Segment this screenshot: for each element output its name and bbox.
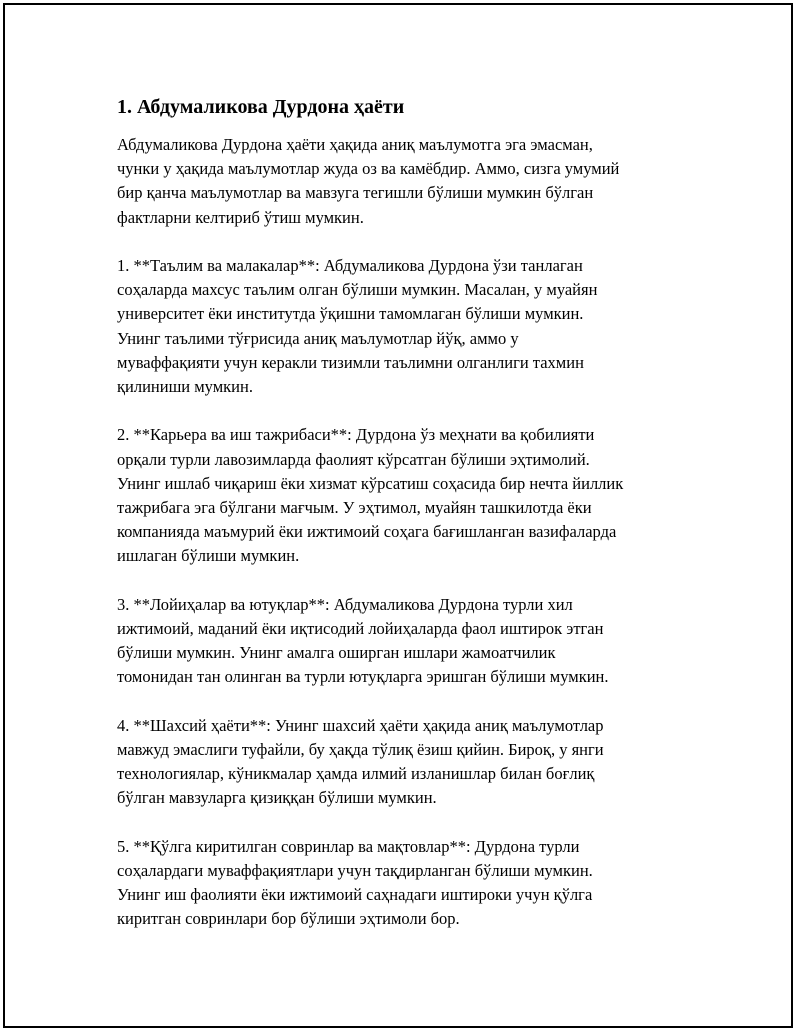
- education-paragraph: [117, 254, 687, 399]
- paragraph-line: фактларни келтириб ўтиш мумкин.: [117, 207, 364, 227]
- paragraph-line: компанияда маъмурий ёки ижтимоий соҳага бағишланган вазифаларда: [117, 522, 617, 542]
- paragraph-line: Абдумаликова Дурдона ҳаёти ҳақида аниқ маълумотга эга эмасман,: [117, 135, 593, 154]
- paragraph-line: технологиялар, кўникмалар ҳамда илмий изланишлар билан боғлиқ: [117, 764, 595, 784]
- paragraph-line: 2. **Карьера ва иш тажрибаси**: Дурдона ўз меҳнати ва қобилияти: [117, 425, 595, 445]
- paragraph-line: мавжуд эмаслиги туфайли, бу ҳақда тўлиқ ёзиш қийин. Бироқ, у янги: [117, 740, 604, 760]
- career-paragraph: [117, 423, 687, 568]
- paragraph-line: Унинг таълими тўғрисида аниқ маълумотлар йўқ, аммо у: [117, 328, 519, 348]
- paragraph-line: 3. **Лойиҳалар ва ютуқлар**: Абдумаликова Дурдона турли хил: [117, 594, 573, 614]
- document-body: [117, 95, 687, 956]
- paragraph-line: муваффақияти учун керакли тизимли таълимни олганлиги тахмин: [117, 352, 584, 372]
- paragraph-line: соҳаларда махсус таълим олган бўлиши мумкин. Масалан, у муайян: [117, 280, 598, 300]
- paragraph-line: ижтимоий, маданий ёки иқтисодий лойиҳаларда фаол иштирок этган: [117, 619, 604, 639]
- paragraph-line: соҳалардаги муваффақиятлари учун тақдирланган бўлиши мумкин.: [117, 861, 593, 881]
- paragraph-line: Унинг ишлаб чиқариш ёки хизмат кўрсатиш соҳасида бир нечта йиллик: [117, 473, 624, 493]
- paragraph-line: қилиниши мумкин.: [117, 377, 253, 397]
- paragraph-line: 4. **Шахсий ҳаёти**: Унинг шахсий ҳаёти ҳақида аниқ маълумотлар: [117, 715, 604, 735]
- paragraph-line: чунки у ҳақида маълумотлар жуда оз ва камёбдир. Аммо, сизга умумий: [117, 159, 620, 179]
- paragraph-line: Унинг иш фаолияти ёки ижтимоий саҳнадаги иштироки учун қўлга: [117, 885, 593, 905]
- paragraph-line: 1. **Таълим ва малакалар**: Абдумаликова Дурдона ўзи танлаган: [117, 256, 583, 275]
- intro-paragraph: [117, 133, 687, 230]
- paragraph-line: киритган совринлари бор бўлиши эҳтимоли бор.: [117, 909, 460, 929]
- paragraph-line: тажрибага эга бўлгани мағчым. У эҳтимол, муайян ташкилотда ёки: [117, 498, 592, 518]
- paragraph-line: бўлиши мумкин. Унинг амалга оширган ишлари жамоатчилик: [117, 643, 556, 663]
- projects-paragraph: [117, 593, 687, 690]
- document-title: 1. Абдумаликова Дурдона ҳаёти: [117, 96, 405, 118]
- paragraph-line: томонидан тан олинган ва турли ютуқларга эришган бўлиши мумкин.: [117, 667, 609, 687]
- paragraph-line: университет ёки институтда ўқишни тамомлаган бўлиши мумкин.: [117, 304, 584, 324]
- paragraph-line: бўлган мавзуларга қизиққан бўлиши мумкин.: [117, 788, 437, 808]
- personal-life-paragraph: [117, 714, 687, 811]
- paragraph-line: орқали турли лавозимларда фаолият кўрсатган бўлиши эҳтимолий.: [117, 449, 590, 469]
- paragraph-line: бир қанча маълумотлар ва мавзуга тегишли бўлиши мумкин бўлган: [117, 183, 594, 203]
- paragraph-line: ишлаган бўлиши мумкин.: [117, 546, 300, 566]
- awards-paragraph: [117, 835, 687, 932]
- paragraph-line: 5. **Қўлга киритилган совринлар ва мақтовлар**: Дурдона турли: [117, 836, 580, 856]
